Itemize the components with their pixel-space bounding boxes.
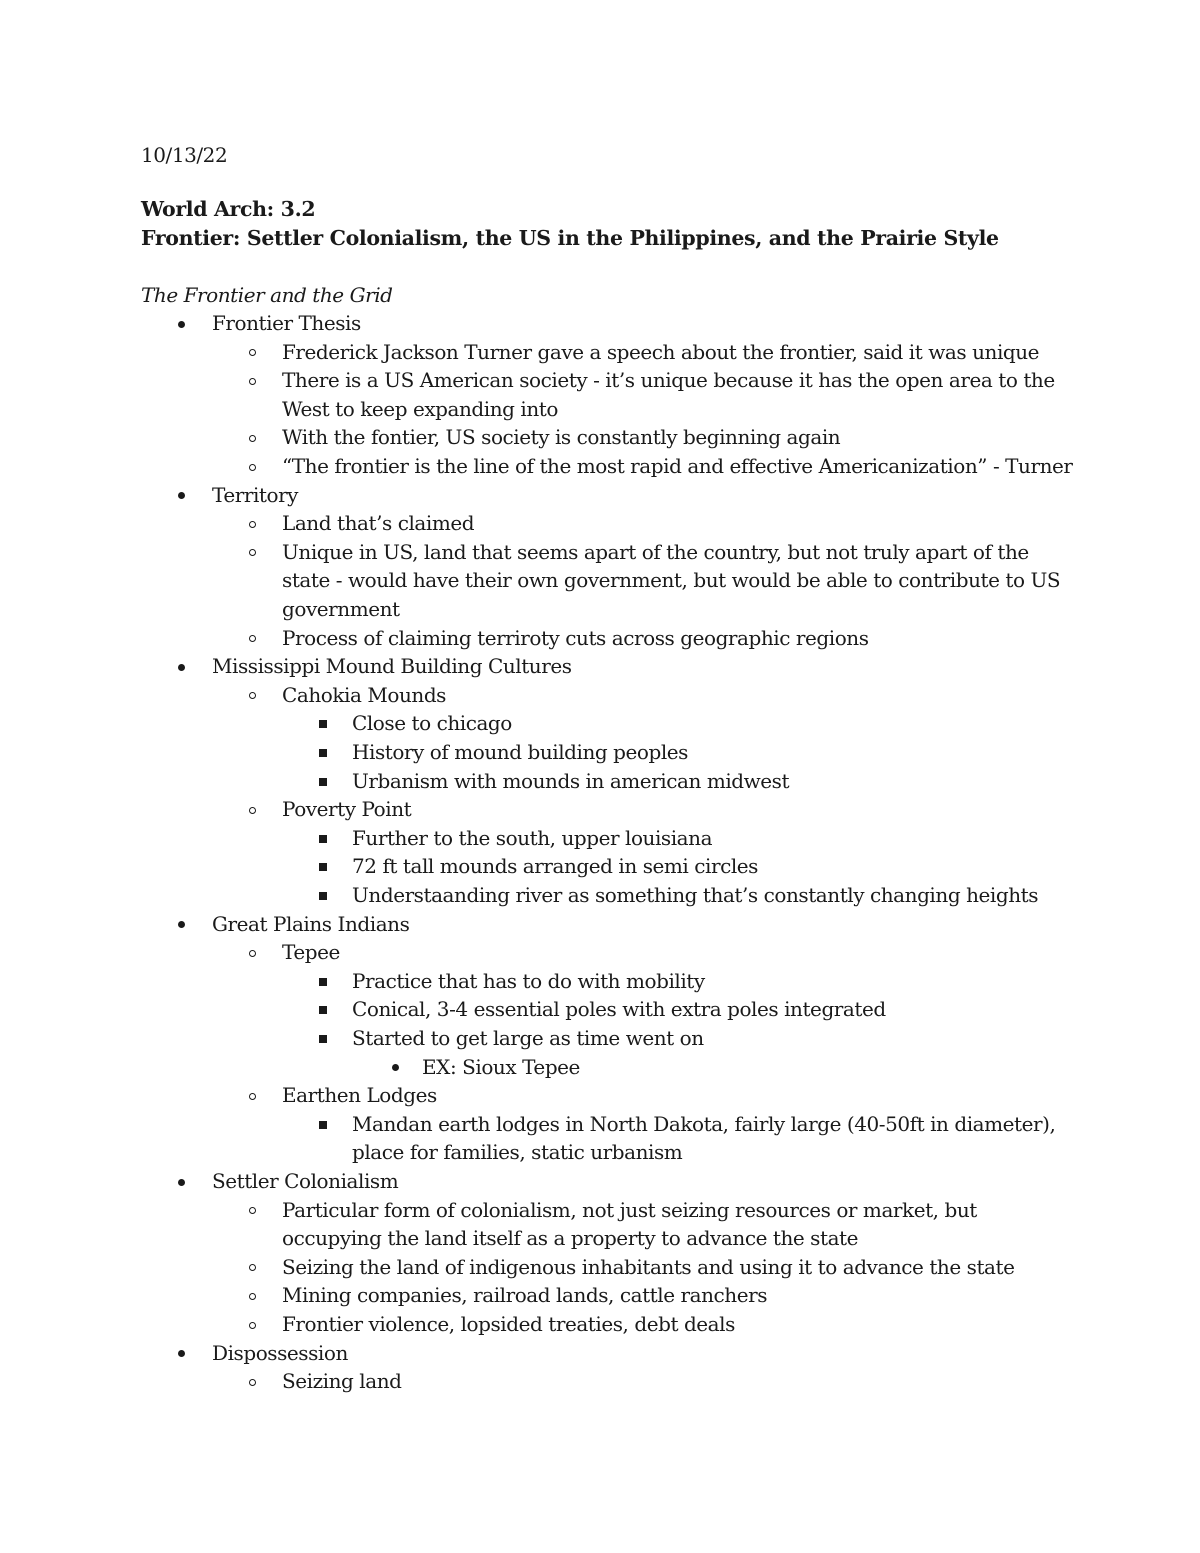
- outline-item-level-3: Urbanism with mounds in american midwest: [352, 768, 790, 793]
- outline-item-level-3: Started to get large as time went on: [352, 1026, 704, 1050]
- bullet-dot-icon: [176, 662, 186, 672]
- bullet-circle-icon: [247, 1206, 257, 1216]
- outline-item-level-1: Dispossession: [212, 1340, 348, 1365]
- bullet-circle-icon: [247, 1320, 257, 1330]
- outline-item-level-2: Land that’s claimed: [282, 511, 475, 536]
- outline-item-level-1: Frontier Thesis: [212, 311, 361, 335]
- bullet-square-icon: [318, 1120, 328, 1130]
- bullet-square-icon: [318, 891, 328, 901]
- outline-item-level-3: History of mound building peoples: [352, 740, 688, 764]
- bullet-square-icon: [318, 777, 328, 787]
- bullet-dot-icon: [390, 1063, 400, 1073]
- bullet-dot-icon: [176, 1349, 186, 1359]
- outline-item-level-3: Understaanding river as something that’s constantly changing heights: [352, 883, 1039, 907]
- outline-item-level-2: Poverty Point: [282, 797, 412, 822]
- outline-item-level-2: Frontier violence, lopsided treaties, debt deals: [282, 1312, 735, 1336]
- outline-item-level-1: Territory: [212, 482, 299, 507]
- bullet-dot-icon: [176, 319, 186, 329]
- outline-item-level-3: 72 ft tall mounds arranged in semi circles: [352, 854, 758, 879]
- bullet-circle-icon: [247, 634, 257, 644]
- outline-item-level-2: Frederick Jackson Turner gave a speech about the frontier, said it was unique: [282, 339, 1040, 364]
- bullet-circle-icon: [247, 548, 257, 558]
- bullet-square-icon: [318, 862, 328, 872]
- outline-item-level-1: Settler Colonialism: [212, 1169, 399, 1193]
- bullet-dot-icon: [176, 1177, 186, 1187]
- outline-item-level-1: Mississippi Mound Building Cultures: [212, 654, 572, 679]
- outline-item-level-2: With the fontier, US society is constantly beginning again: [282, 425, 841, 450]
- bullet-square-icon: [318, 748, 328, 758]
- outline-item-level-3: Practice that has to do with mobility: [352, 968, 705, 993]
- outline-item-level-2: Seizing the land of indigenous inhabitants and using it to advance the state: [282, 1254, 1015, 1279]
- outline-item-level-4: EX: Sioux Tepee: [422, 1054, 580, 1079]
- bullet-circle-icon: [247, 1377, 257, 1387]
- bullet-dot-icon: [176, 920, 186, 930]
- bullet-circle-icon: [247, 1291, 257, 1301]
- bullet-square-icon: [318, 834, 328, 844]
- bullet-square-icon: [318, 719, 328, 729]
- bullet-circle-icon: [247, 948, 257, 958]
- bullet-circle-icon: [247, 348, 257, 358]
- outline-item-level-2: Tepee: [282, 940, 340, 965]
- outline-item-continuation: place for families, static urbanism: [352, 1140, 683, 1165]
- outline-item-level-3: Close to chicago: [352, 711, 512, 736]
- outline-item-continuation: government: [282, 597, 400, 621]
- outline-item-level-2: Process of claiming terriroty cuts across geographic regions: [282, 625, 869, 650]
- outline-item-level-1: Great Plains Indians: [212, 911, 410, 936]
- bullet-circle-icon: [247, 1263, 257, 1273]
- outline-item-level-2: Mining companies, railroad lands, cattle ranchers: [282, 1283, 768, 1308]
- bullet-circle-icon: [247, 519, 257, 529]
- outline-item-level-2: Seizing land: [282, 1369, 402, 1394]
- bullet-circle-icon: [247, 805, 257, 815]
- outline-item-continuation: state - would have their own government, but would be able to contribute to US: [282, 568, 1061, 593]
- lecture-title: World Arch: 3.2: [141, 197, 316, 221]
- outline-item-level-3: Conical, 3-4 essential poles with extra poles integrated: [352, 997, 886, 1022]
- lecture-subtitle: Frontier: Settler Colonialism, the US in the Philippines, and the Prairie Style: [141, 226, 999, 250]
- outline-item-continuation: West to keep expanding into: [282, 396, 558, 421]
- bullet-dot-icon: [176, 491, 186, 501]
- outline-item-level-2: There is a US American society - it’s unique because it has the open area to the: [282, 368, 1055, 393]
- outline-item-level-2: Cahokia Mounds: [282, 682, 446, 707]
- outline-item-level-3: Further to the south, upper louisiana: [352, 825, 713, 850]
- outline-item-continuation: occupying the land itself as a property to advance the state: [282, 1226, 859, 1251]
- bullet-circle-icon: [247, 433, 257, 443]
- section-heading: The Frontier and the Grid: [141, 283, 393, 307]
- bullet-square-icon: [318, 1005, 328, 1015]
- outline-item-level-2: Particular form of colonialism, not just seizing resources or market, but: [282, 1197, 977, 1222]
- outline-item-level-2: Unique in US, land that seems apart of the country, but not truly apart of the: [282, 539, 1029, 564]
- outline-item-level-3: Mandan earth lodges in North Dakota, fairly large (40-50ft in diameter),: [352, 1111, 1056, 1136]
- bullet-circle-icon: [247, 376, 257, 386]
- bullet-circle-icon: [247, 691, 257, 701]
- bullet-square-icon: [318, 977, 328, 987]
- bullet-circle-icon: [247, 1091, 257, 1101]
- bullet-square-icon: [318, 1034, 328, 1044]
- note-date: 10/13/22: [141, 143, 228, 167]
- bullet-circle-icon: [247, 462, 257, 472]
- outline-item-level-2: Earthen Lodges: [282, 1083, 437, 1108]
- outline-item-level-2: “The frontier is the line of the most rapid and effective Americanization” - Turner: [282, 454, 1073, 478]
